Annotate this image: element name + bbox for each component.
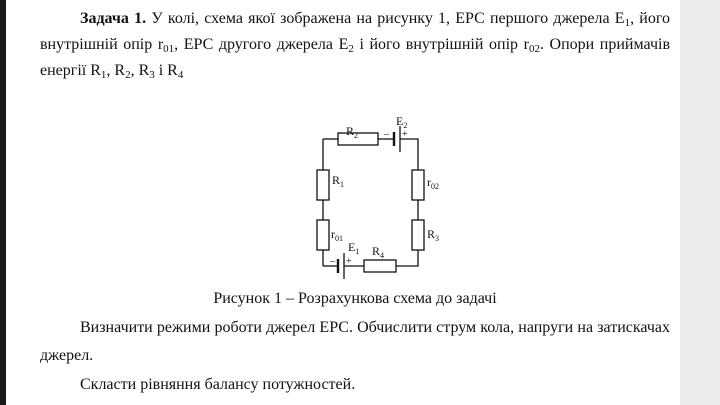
task-text-7: , R — [130, 62, 150, 79]
task-text-6: , R — [106, 62, 126, 79]
label-e1: $E_1$ — [348, 240, 360, 256]
label-r2: $R_2$ — [346, 124, 359, 140]
e1-minus: – — [330, 256, 335, 267]
e1-plus: + — [346, 256, 352, 267]
label-e2: $E_2$ — [396, 114, 408, 130]
task-sub-3: 2 — [348, 43, 354, 55]
wire-top-right — [400, 139, 418, 170]
label-r02: $r_{02}$ — [427, 175, 439, 191]
task-sub-4: 02 — [528, 43, 540, 55]
task-sub-2: 01 — [163, 43, 175, 55]
e2-plus: + — [402, 129, 408, 140]
task-sub-1: 1 — [624, 17, 631, 29]
task-text-8: і R — [154, 62, 178, 79]
task-sub-7: 3 — [149, 69, 155, 81]
task-title: Задача 1. — [80, 10, 147, 27]
circuit-diagram — [308, 114, 458, 284]
page-edge-right — [680, 0, 720, 405]
e2-minus: – — [384, 129, 389, 140]
task-text-5: . Опори приймачів енергії R — [40, 36, 671, 79]
resistor-r4 — [364, 260, 396, 272]
page-edge-left — [0, 0, 6, 405]
figure-caption: Рисунок 1 – Розрахункова схема до задачі — [213, 290, 497, 307]
resistor-r01 — [317, 220, 329, 250]
label-r4: $R_4$ — [372, 244, 385, 260]
task-sub-5: 1 — [100, 69, 107, 81]
resistor-r3 — [412, 220, 424, 250]
task-paragraph — [40, 6, 670, 84]
task-sub-8: 4 — [177, 69, 184, 81]
question-paragraph-1: Визначити режими роботи джерел ЕРС. Обчислити струм кола, напруги на затискачах джерел. — [40, 319, 670, 364]
task-sub-6: 2 — [125, 69, 131, 81]
task-text-1: У колі, схема якої зображена на рисунку 1, ЕРС першого джерела E — [146, 10, 625, 27]
task-text-4: і його внутрішній опір r — [353, 36, 529, 53]
label-r3: $R_3$ — [427, 227, 440, 243]
label-r01: $r_{01}$ — [331, 227, 343, 243]
resistor-r02 — [412, 170, 424, 200]
resistor-r1 — [317, 170, 329, 200]
task-text-3: , ЕРС другого джерела E — [174, 36, 349, 53]
question-paragraph-2: Скласти рівняння балансу потужностей. — [80, 376, 356, 393]
label-r1: $R_1$ — [332, 173, 345, 189]
task-text-2: , його внутрішній опір r — [40, 10, 670, 53]
document-page — [40, 6, 671, 393]
wire-bottom-right — [396, 250, 418, 266]
